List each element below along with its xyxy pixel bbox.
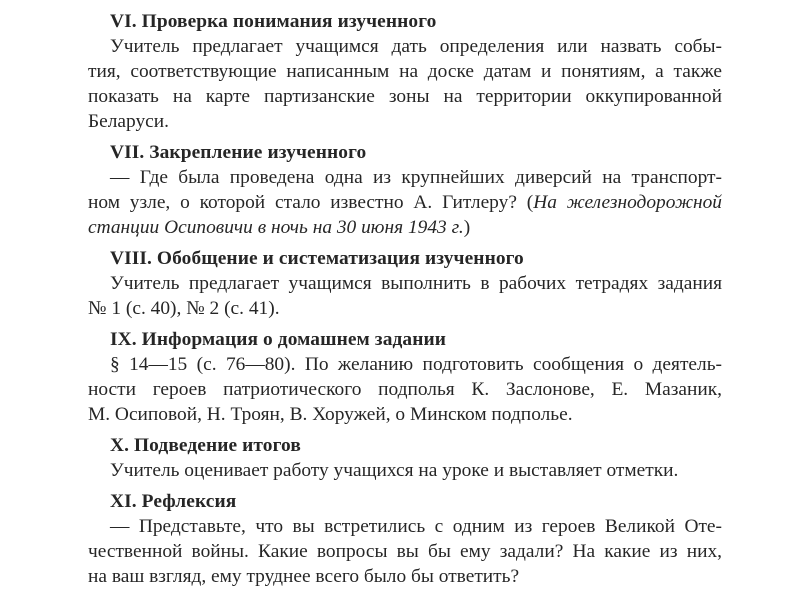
body-line: № 1 (с. 40), № 2 (с. 41). — [88, 298, 280, 319]
section-x — [88, 433, 722, 483]
section-heading: VIII. Обобщение и систематизация изученного — [110, 248, 524, 269]
body-line: Беларуси. — [88, 111, 169, 132]
body-line: чественной войны. Какие вопросы вы бы ему задали? На какие из них, — [88, 541, 722, 562]
section-body — [88, 352, 722, 427]
section-body — [88, 271, 722, 321]
body-line: Учитель предлагает учащимся выполнить в рабочих тетрадях задания — [110, 273, 722, 294]
section-heading: VII. Закрепление изученного — [110, 142, 367, 163]
body-line: Учитель оценивает работу учащихся на уроке и выставляет отметки. — [110, 460, 679, 481]
section-body — [88, 165, 722, 240]
body-line: М. Осиповой, Н. Троян, В. Хоружей, о Минском подполье. — [88, 404, 573, 425]
section-vi — [88, 9, 722, 134]
section-body — [88, 458, 722, 483]
body-line-text: ном узле, о которой стало известно А. Гитлеру? ( — [88, 192, 534, 213]
document-page — [88, 9, 722, 595]
body-line: на ваш взгляд, ему труднее всего было бы ответить? — [88, 566, 520, 587]
body-line — [88, 215, 722, 240]
section-body — [88, 514, 722, 589]
section-heading: X. Подведение итогов — [110, 435, 301, 456]
section-ix — [88, 327, 722, 427]
body-line: — Представьте, что вы встретились с одним из героев Великой Оте- — [110, 516, 722, 537]
section-xi — [88, 489, 722, 589]
section-vii — [88, 140, 722, 240]
section-heading: VI. Проверка понимания изученного — [110, 11, 437, 32]
body-line: ности героев патриотического подполья К. Заслонове, Е. Мазаник, — [88, 379, 722, 400]
body-line — [88, 190, 722, 215]
section-viii — [88, 246, 722, 321]
section-heading: XI. Рефлексия — [110, 491, 237, 512]
body-line: § 14—15 (с. 76—80). По желанию подготовить сообщения о деятель- — [110, 354, 722, 375]
body-line: — Где была проведена одна из крупнейших диверсий на транспорт- — [110, 167, 722, 188]
section-heading: IX. Информация о домашнем задании — [110, 329, 447, 350]
answer-italic: На железнодорожной — [533, 192, 722, 213]
section-body — [88, 34, 722, 134]
body-line-text: ) — [463, 217, 471, 238]
body-line: тия, соответствующие написанным на доске датам и понятиям, а также — [88, 61, 722, 82]
body-line: показать на карте партизанские зоны на территории оккупированной — [88, 86, 722, 107]
body-line: Учитель предлагает учащимся дать определения или назвать собы- — [110, 36, 722, 57]
answer-italic: станции Осиповичи в ночь на 30 июня 1943 г. — [88, 217, 464, 238]
